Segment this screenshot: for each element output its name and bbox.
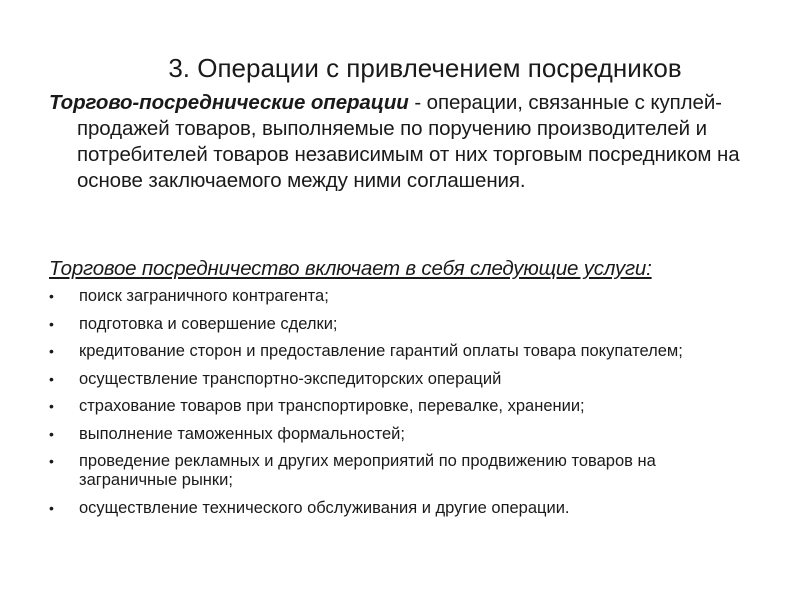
list-item bbox=[49, 425, 729, 444]
services-heading: Торговое посредничество включает в себя следующие услуги: bbox=[49, 257, 652, 280]
bullet-icon: • bbox=[49, 370, 54, 387]
bullet-icon: • bbox=[49, 425, 54, 442]
bullet-icon: • bbox=[49, 343, 54, 359]
list-item bbox=[49, 370, 729, 389]
list-item bbox=[49, 287, 729, 306]
definition-paragraph bbox=[49, 90, 800, 194]
list-item-text: подготовка и совершение сделки; bbox=[79, 314, 338, 333]
list-item-text: осуществление транспортно-экспедиторских операций bbox=[79, 369, 502, 388]
list-item-text: кредитование сторон и предоставление гарантий оплаты товара покупателем; bbox=[79, 342, 683, 360]
list-item-text: страхование товаров при транспортировке, перевалке, хранении; bbox=[79, 397, 585, 415]
bullet-icon: • bbox=[49, 499, 54, 516]
services-list bbox=[49, 287, 729, 526]
bullet-icon: • bbox=[49, 315, 54, 332]
list-item bbox=[49, 499, 729, 518]
list-item bbox=[49, 452, 729, 490]
definition-term: Торгово-посреднические операции bbox=[49, 91, 409, 114]
bullet-icon: • bbox=[49, 288, 54, 304]
list-item-text: осуществление технического обслуживания и другие операции. bbox=[79, 498, 570, 517]
definition-text: - операции, связанные с куплей-продажей товаров, выполняемые по поручению производителей и потребителей товаров независимым от них торговым посредником на основе заключаемого между ними соглашения. bbox=[77, 91, 740, 192]
list-item bbox=[49, 315, 729, 334]
bullet-icon: • bbox=[49, 453, 54, 469]
list-item-text: проведение рекламных и других мероприятий по продвижению товаров на заграничные рынки; bbox=[79, 452, 656, 489]
list-item-text: поиск заграничного контрагента; bbox=[79, 287, 329, 305]
list-item-text: выполнение таможенных формальностей; bbox=[79, 424, 405, 443]
bullet-icon: • bbox=[49, 398, 54, 414]
list-item bbox=[49, 342, 729, 361]
list-item bbox=[49, 397, 729, 416]
slide-title: 3. Операции с привлечением посредников bbox=[168, 53, 682, 83]
